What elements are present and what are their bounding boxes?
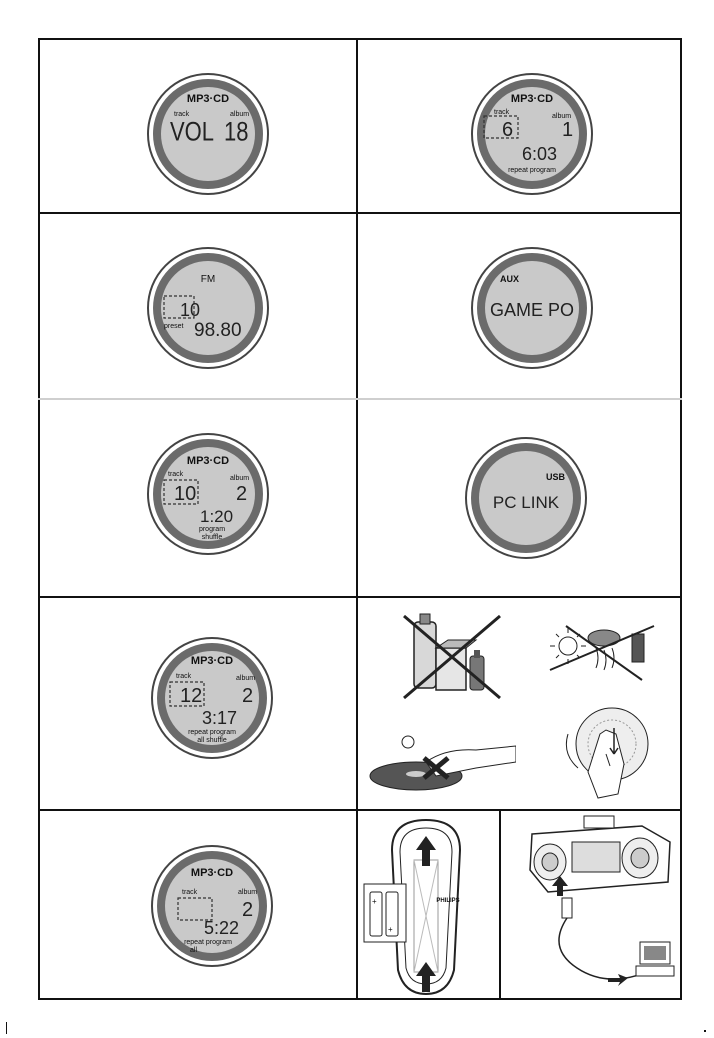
lcd-header: AUX xyxy=(500,274,520,284)
usb-connect-illustration xyxy=(502,812,680,998)
lcd-display-fm xyxy=(146,246,270,370)
lcd-display-repeat-all-shuffle xyxy=(150,636,274,760)
remote-brand-logo: PHILIPS xyxy=(436,898,460,904)
grid-divider-row2 xyxy=(38,398,682,400)
album-label: album xyxy=(552,113,572,120)
lcd-header: MP3·CD xyxy=(190,655,234,667)
no-heat-sun-icon xyxy=(546,624,658,688)
frequency: 98.80 xyxy=(194,320,242,341)
lcd-header: FM xyxy=(200,274,216,285)
preset-number: 10 xyxy=(180,300,201,320)
mode-label-2: all xyxy=(190,947,198,954)
mode-label-2: all shuffle xyxy=(197,737,227,744)
track-label: track xyxy=(168,471,184,478)
grid-divider-row1 xyxy=(38,212,682,214)
volume-level: 18 xyxy=(224,117,249,147)
mode-label-2: shuffle xyxy=(201,534,223,541)
album-number: 2 xyxy=(242,685,254,707)
album-label: album xyxy=(238,889,258,896)
mode-label-1: repeat program xyxy=(184,939,232,946)
album-label: album xyxy=(230,111,250,118)
no-touch-disc-icon xyxy=(366,718,516,798)
track-number: 6 xyxy=(502,119,514,141)
lcd-header: MP3·CD xyxy=(510,93,554,105)
lcd-display-aux xyxy=(470,246,594,370)
page-crop-mark xyxy=(6,1022,7,1034)
track-label: track xyxy=(174,111,190,118)
lcd-main-text: PC LINK xyxy=(492,493,560,512)
clean-disc-icon xyxy=(556,704,666,800)
svg-text:+: + xyxy=(388,925,393,934)
mode-label-1: repeat program xyxy=(188,729,236,736)
track-number: 12 xyxy=(180,685,203,707)
lcd-display-repeat-all xyxy=(150,844,274,968)
lcd-main-text: VOL xyxy=(170,117,214,147)
lcd-display-program-shuffle xyxy=(146,432,270,556)
lcd-main-text: GAME PO xyxy=(489,300,575,320)
track-number: 10 xyxy=(174,483,197,505)
svg-text:+: + xyxy=(372,897,377,906)
grid-divider-vertical-small xyxy=(499,810,501,1000)
album-number: 2 xyxy=(242,899,254,921)
grid-divider-row4 xyxy=(38,809,682,811)
play-time: 1:20 xyxy=(200,507,234,526)
remote-battery-illustration xyxy=(360,812,498,998)
track-label: track xyxy=(176,673,192,680)
lcd-header: MP3·CD xyxy=(186,93,230,105)
lcd-display-volume xyxy=(146,72,270,196)
preset-label: preset xyxy=(164,323,184,330)
album-number: 1 xyxy=(562,119,574,141)
no-chemicals-icon xyxy=(400,612,510,704)
mode-label-1: program xyxy=(198,526,226,533)
lcd-header: MP3·CD xyxy=(190,867,234,879)
page-dot-mark xyxy=(704,1030,706,1032)
play-time: 3:17 xyxy=(202,708,238,728)
care-illustrations xyxy=(360,600,680,806)
play-time: 6:03 xyxy=(522,144,558,164)
mode-label: repeat program xyxy=(508,167,556,174)
lcd-header: MP3·CD xyxy=(186,455,230,467)
lcd-header: USB xyxy=(546,472,566,482)
album-label: album xyxy=(236,675,256,682)
album-label: album xyxy=(230,475,250,482)
track-label: track xyxy=(182,889,198,896)
usb-connect-icon xyxy=(502,812,680,998)
grid-divider-vertical xyxy=(356,38,358,1000)
grid-divider-row3 xyxy=(38,596,682,598)
track-label: track xyxy=(494,109,510,116)
album-number: 2 xyxy=(236,483,248,505)
play-time: 5:22 xyxy=(204,918,240,938)
battery-insert-icon xyxy=(360,812,498,998)
lcd-display-usb xyxy=(464,436,588,560)
lcd-display-repeat-program xyxy=(470,72,594,196)
